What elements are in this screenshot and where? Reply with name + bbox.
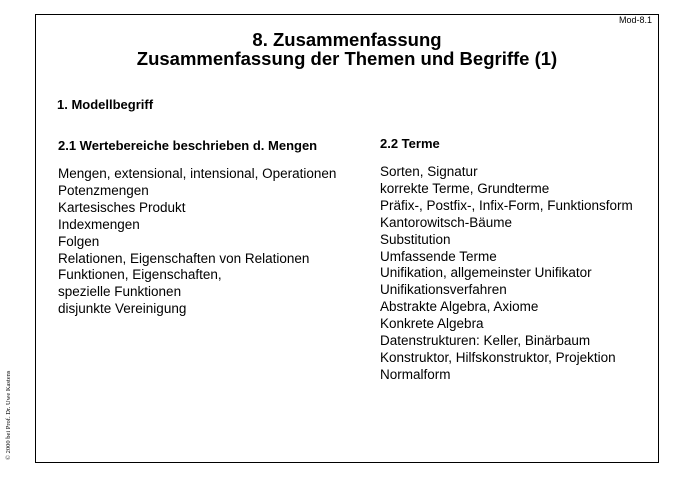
list-item: disjunkte Vereinigung bbox=[58, 301, 187, 317]
section-heading-terme: 2.2 Terme bbox=[380, 136, 440, 151]
wertebereiche-list bbox=[58, 166, 336, 318]
list-item: Unifikationsverfahren bbox=[380, 282, 507, 298]
slide-title: 8. Zusammenfassung bbox=[252, 29, 442, 50]
list-item: Datenstrukturen: Keller, Binärbaum bbox=[380, 333, 591, 349]
list-item: Unifikation, allgemeinster Unifikator bbox=[380, 265, 592, 281]
list-item: Kartesisches Produkt bbox=[58, 199, 186, 215]
list-item: Indexmengen bbox=[58, 216, 140, 232]
slide-subtitle: Zusammenfassung der Themen und Begriffe (1) bbox=[136, 48, 558, 69]
list-item: korrekte Terme, Grundterme bbox=[380, 180, 550, 196]
list-item: Funktionen, Eigenschaften, bbox=[58, 267, 222, 283]
list-item: Potenzmengen bbox=[58, 182, 149, 198]
list-item: Konstruktor, Hilfskonstruktor, Projektion bbox=[380, 349, 616, 365]
list-item: Mengen, extensional, intensional, Operationen bbox=[58, 166, 337, 181]
copyright-note: © 2000 bei Prof. Dr. Uwe Kastens bbox=[5, 370, 12, 460]
list-item: spezielle Funktionen bbox=[58, 284, 182, 300]
terme-list bbox=[380, 164, 633, 384]
list-item: Kantorowitsch-Bäume bbox=[380, 214, 513, 230]
section-heading-wertebereiche: 2.1 Wertebereiche beschrieben d. Mengen bbox=[58, 138, 318, 153]
list-item: Sorten, Signatur bbox=[380, 164, 478, 179]
list-item: Umfassende Terme bbox=[380, 248, 497, 264]
list-item: Präfix-, Postfix-, Infix-Form, Funktionsform bbox=[380, 197, 633, 213]
list-item: Konkrete Algebra bbox=[380, 316, 484, 332]
module-id: Mod-8.1 bbox=[618, 15, 652, 25]
section-heading-modellbegriff: 1. Modellbegriff bbox=[57, 97, 154, 112]
list-item: Abstrakte Algebra, Axiome bbox=[380, 299, 539, 315]
list-item: Normalform bbox=[380, 366, 451, 382]
list-item: Substitution bbox=[380, 231, 451, 247]
list-item: Relationen, Eigenschaften von Relationen bbox=[58, 250, 310, 266]
list-item: Folgen bbox=[58, 233, 100, 249]
